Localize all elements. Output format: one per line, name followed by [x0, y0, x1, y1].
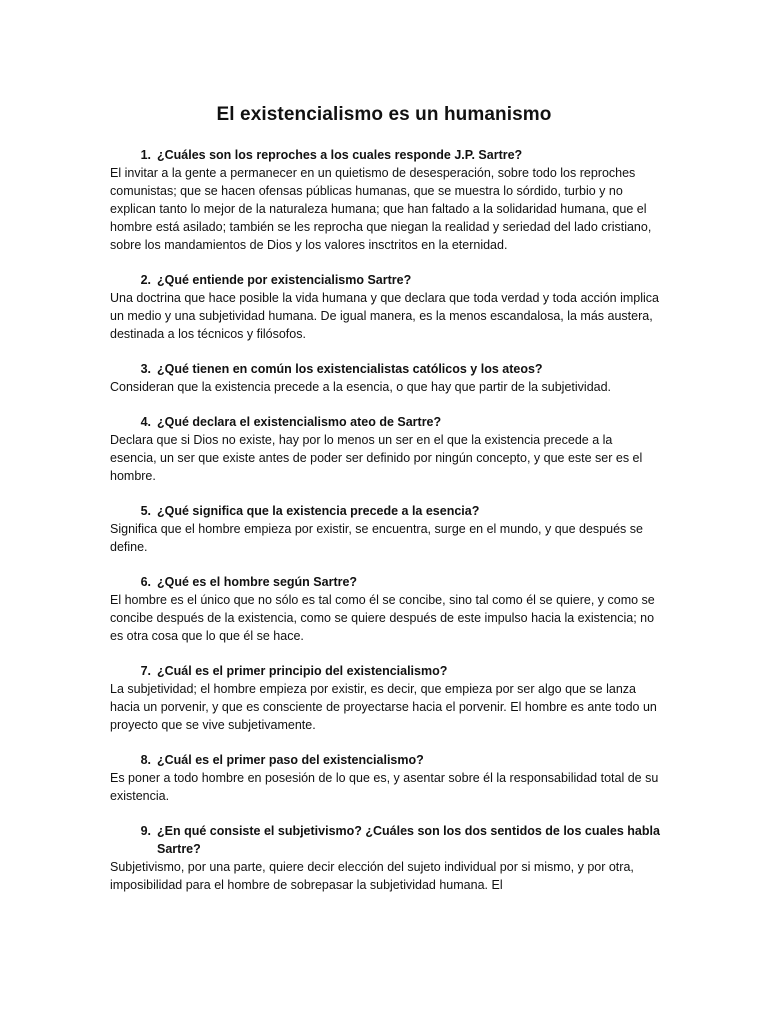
question-4 [110, 413, 662, 431]
answer-3: Consideran que la existencia precede a la esencia, o que hay que partir de la subjetividad. [110, 380, 612, 394]
question-number: 1. [140, 148, 151, 162]
qa-item-6 [110, 573, 662, 645]
question-9 [110, 822, 662, 858]
question-number: 8. [140, 753, 151, 767]
question-text: ¿Qué entiende por existencialismo Sartre? [157, 273, 412, 287]
question-text: ¿Qué significa que la existencia precede a la esencia? [157, 504, 480, 518]
qa-item-1 [110, 146, 662, 254]
question-number: 5. [140, 504, 151, 518]
question-number: 3. [140, 362, 151, 376]
document-title: El existencialismo es un humanismo [216, 104, 552, 125]
question-number: 7. [140, 664, 151, 678]
question-1 [110, 146, 662, 164]
answer-8: Es poner a todo hombre en posesión de lo que es, y asentar sobre él la responsabilidad total de su existencia. [110, 771, 659, 803]
question-5 [110, 502, 662, 520]
answer-7: La subjetividad; el hombre empieza por existir, es decir, que empieza por ser algo que se lanza hacia un porvenir, y que es consciente de proyectarse hacia el porvenir. El hombre es ante todo un proyecto que se vive subjetivamente. [110, 682, 657, 732]
question-number: 4. [140, 415, 151, 429]
question-text: ¿Qué tienen en común los existencialistas católicos y los ateos? [157, 362, 543, 376]
answer-9: Subjetivismo, por una parte, quiere decir elección del sujeto individual por si mismo, y por otra, imposibilidad para el hombre de sobrepasar la subjetividad humana. El [110, 860, 634, 892]
qa-item-4 [110, 413, 662, 485]
qa-item-2 [110, 271, 662, 343]
answer-4: Declara que si Dios no existe, hay por lo menos un ser en el que la existencia precede a la esencia, un ser que existe antes de poder ser definido por ningún concepto, y que este ser es el hombre. [110, 433, 643, 483]
question-number: 2. [140, 273, 151, 287]
qa-item-5 [110, 502, 662, 556]
answer-5: Significa que el hombre empieza por existir, se encuentra, surge en el mundo, y que después se define. [110, 522, 643, 554]
question-text: ¿Qué declara el existencialismo ateo de Sartre? [157, 415, 442, 429]
question-8 [110, 751, 662, 769]
question-3 [110, 360, 662, 378]
qa-item-3 [110, 360, 662, 396]
question-7 [110, 662, 662, 680]
qa-item-8 [110, 751, 662, 805]
question-number: 9. [140, 824, 151, 838]
question-2 [110, 271, 662, 289]
question-number: 6. [140, 575, 151, 589]
answer-2: Una doctrina que hace posible la vida humana y que declara que toda verdad y toda acción implica un medio y una subjetividad humana. De igual manera, es la menos escandalosa, la más austera, destinada a los técnicos y filósofos. [110, 291, 659, 341]
question-text: ¿Qué es el hombre según Sartre? [157, 575, 358, 589]
answer-1: El invitar a la gente a permanecer en un quietismo de desesperación, sobre todo los reproches comunistas; que se hacen ofensas públicas humanas, que se muestra lo sórdido, turbio y no explican tanto lo mejor de la naturaleza humana; que han faltado a la solidaridad humana, que el hombre está asilado; también se les reprocha que niegan la realidad y seriedad del lado cristiano, sobre los mandamientos de Dios y los valores insctritos en la eternidad. [110, 166, 652, 252]
question-text: ¿Cuál es el primer paso del existencialismo? [157, 753, 424, 767]
question-text: ¿En qué consiste el subjetivismo? ¿Cuáles son los dos sentidos de los cuales habla Sartre? [157, 824, 660, 856]
question-6 [110, 573, 662, 591]
answer-6: El hombre es el único que no sólo es tal como él se concibe, sino tal como él se quiere, y como se concibe después de la existencia, como se quiere después de este impulso hacia la existencia; no es otra cosa que lo que él se hace. [110, 593, 655, 643]
qa-item-7 [110, 662, 662, 734]
question-text: ¿Cuál es el primer principio del existencialismo? [157, 664, 448, 678]
qa-item-9 [110, 822, 662, 894]
question-text: ¿Cuáles son los reproches a los cuales responde J.P. Sartre? [157, 148, 523, 162]
document-body [110, 146, 662, 911]
